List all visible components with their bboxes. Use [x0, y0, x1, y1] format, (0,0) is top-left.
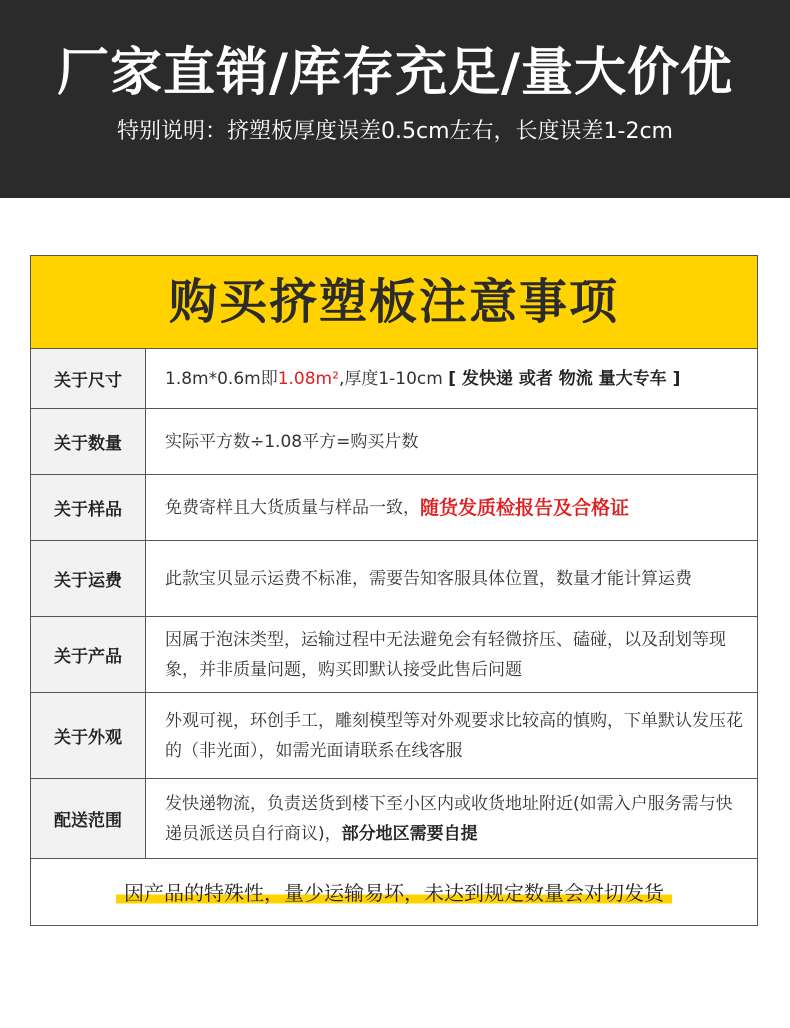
banner-title: 厂家直销/库存充足/量大价优 [57, 43, 733, 103]
row-delivery [31, 779, 757, 859]
row-appearance [31, 693, 757, 779]
row-value: 实际平方数÷1.08平方=购买片数 [165, 431, 419, 452]
row-value [165, 349, 743, 408]
card-title: 购买挤塑板注意事项 [31, 256, 757, 349]
row-value [165, 475, 743, 540]
area-highlight: 1.08m² [277, 368, 339, 389]
row-quantity [31, 409, 757, 475]
row-value [165, 779, 743, 858]
row-freight [31, 541, 757, 617]
notice-card [30, 255, 758, 926]
row-label: 配送范围 [31, 779, 146, 858]
row-value [165, 693, 743, 778]
shipping-note: [ 发快递 或者 物流 量大专车 ] [448, 368, 681, 389]
row-label: 关于数量 [31, 409, 146, 474]
row-label: 关于运费 [31, 541, 146, 616]
row-label: 关于产品 [31, 617, 146, 692]
appearance-text: 外观可视，环创手工，雕刻模型等对外观要求比较高的慎购，下单默认发压花的（非光面），如需光面请联系在线客服 [165, 710, 743, 761]
thickness-text: ,厚度1-10cm [338, 368, 449, 389]
sample-text: 免费寄样且大货质量与样品一致， [165, 497, 420, 518]
freight-text: 此款宝贝显示运费不标准，需要告知客服具体位置，数量才能计算运费 [165, 568, 692, 589]
footer-note [31, 861, 757, 925]
row-value [165, 541, 743, 616]
footer-text: 因产品的特殊性，量少运输易坏，未达到规定数量会对切发货 [116, 880, 672, 906]
row-label: 关于尺寸 [31, 349, 146, 408]
row-product [31, 617, 757, 693]
row-size [31, 349, 757, 409]
header-banner [0, 0, 790, 198]
row-sample [31, 475, 757, 541]
self-pickup-note: 部分地区需要自提 [341, 823, 478, 844]
delivery-text: 发快递物流，负责送货到楼下至小区内或收货地址附近(如需入户服务需与快递员派送员自行商议)， [165, 793, 733, 844]
product-text: 因属于泡沫类型，运输过程中无法避免会有轻微挤压、磕碰，以及刮划等现象，并非质量问题，购买即默认接受此售后问题 [165, 629, 726, 680]
size-text: 1.8m*0.6m即 [165, 368, 278, 389]
quality-report-highlight: 随货发质检报告及合格证 [420, 496, 630, 519]
row-label: 关于外观 [31, 693, 146, 778]
row-value [165, 617, 743, 692]
banner-subtitle: 特别说明：挤塑板厚度误差0.5cm左右，长度误差1-2cm [117, 119, 673, 144]
row-label: 关于样品 [31, 475, 146, 540]
